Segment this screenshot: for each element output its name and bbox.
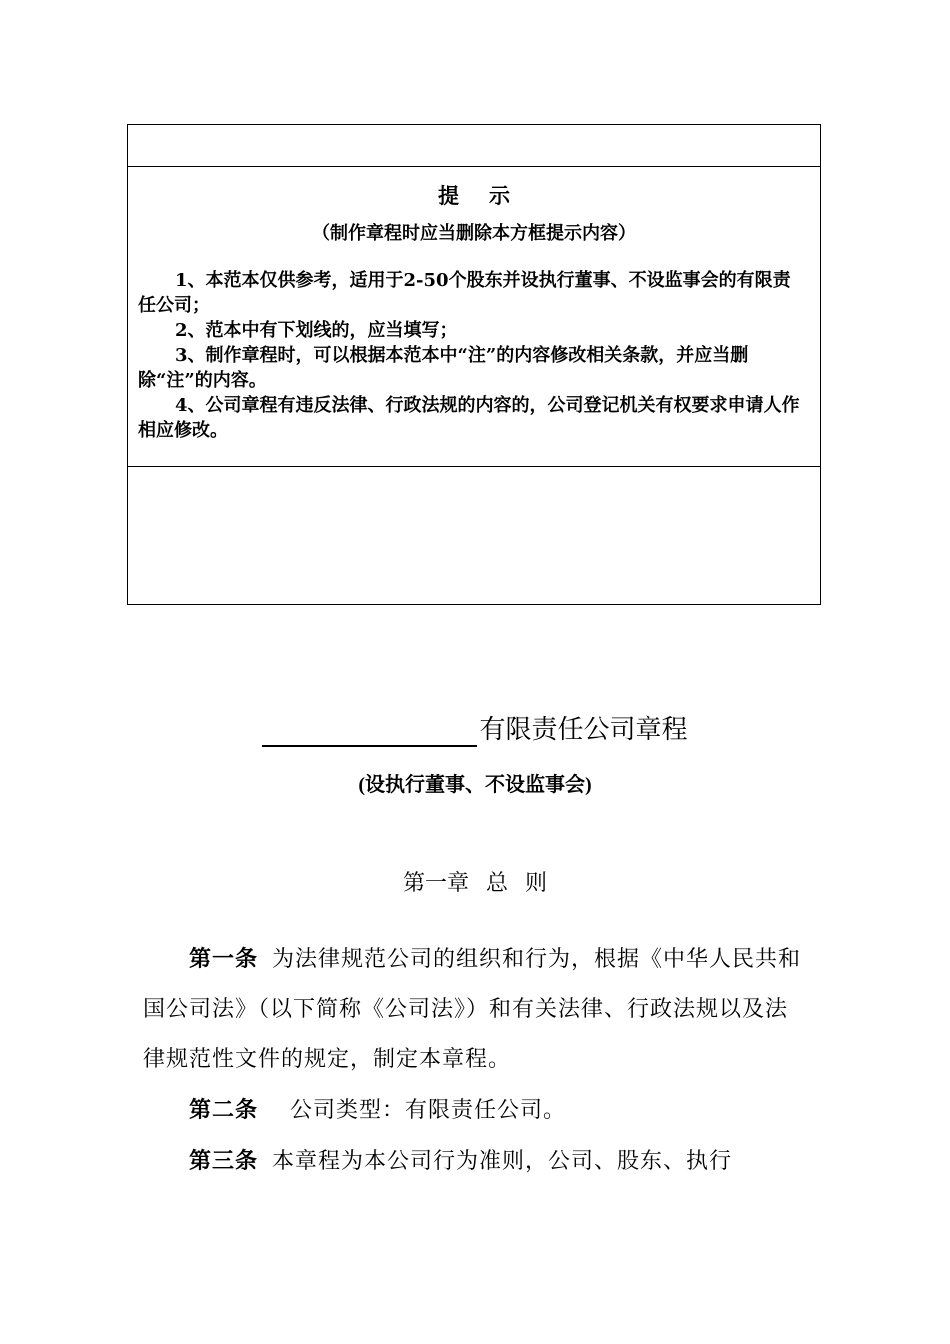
hint-subtitle: （制作章程时应当删除本方框提示内容）: [312, 223, 636, 244]
hint-item: 2、范本中有下划线的，应当填写；: [175, 320, 458, 341]
hint-box-content-row: [128, 166, 820, 467]
document-title-text: 有限责任公司章程: [479, 715, 688, 745]
article: [143, 934, 803, 1085]
hint-item: 1、本范本仅供参考，适用于2-50个股东并设执行董事、不设监事会的有限责任公司；: [138, 270, 791, 316]
article-text: 公司类型：有限责任公司。: [290, 1098, 567, 1123]
chapter-title: 第一章 总 则: [403, 871, 547, 896]
hint-items: [138, 268, 806, 443]
article: [143, 1085, 803, 1136]
hint-box: [127, 124, 821, 605]
article: [143, 1136, 803, 1187]
document-subtitle: (设执行董事、不设监事会): [358, 774, 592, 796]
article-text: 为法律规范公司的组织和行为，根据《中华人民共和国公司法》（以下简称《公司法》）和有关法律、行政法规以及法律规范性文件的规定，制定本章程。: [143, 947, 802, 1072]
article-text: 本章程为本公司行为准则，公司、股东、执行: [272, 1149, 733, 1174]
article-number: 第二条: [189, 1097, 259, 1123]
hint-item: 4、公司章程有违反法律、行政法规的内容的，公司登记机关有权要求申请人作相应修改。: [138, 395, 800, 441]
hint-box-top-row: [128, 125, 820, 167]
hint-title: 提示: [438, 183, 540, 208]
company-name-blank: [262, 717, 477, 747]
article-number: 第三条: [189, 1148, 259, 1174]
article-number: 第一条: [189, 946, 259, 972]
hint-item: 3、制作章程时，可以根据本范本中“注”的内容修改相关条款，并应当删除“注”的内容。: [138, 345, 749, 391]
articles: [143, 934, 803, 1187]
document-title: [0, 713, 950, 747]
